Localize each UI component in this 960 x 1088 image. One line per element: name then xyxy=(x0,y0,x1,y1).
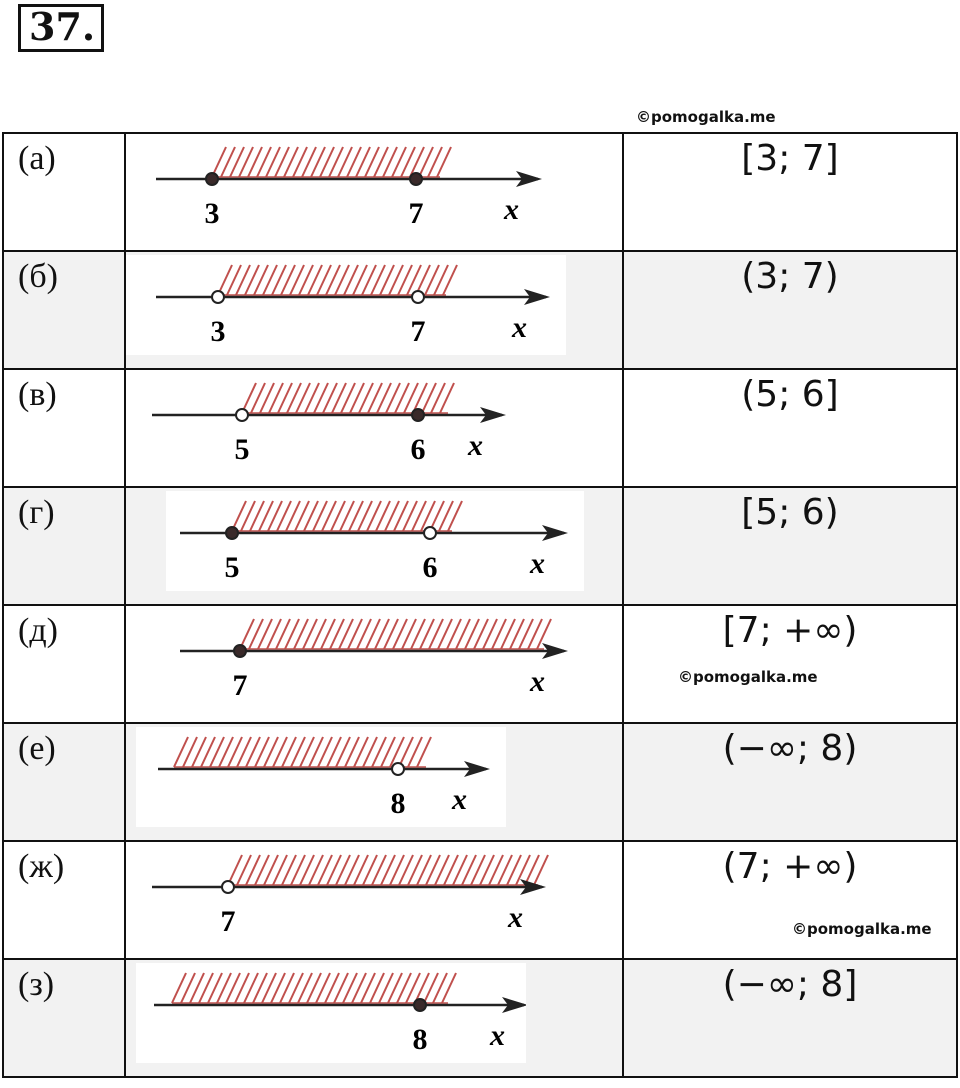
closed-point xyxy=(226,527,238,539)
number-line-cell xyxy=(125,841,623,959)
interval-answer: [3; 7] xyxy=(623,133,957,251)
number-line-cell xyxy=(125,723,623,841)
row-label: (з) xyxy=(3,959,125,1077)
closed-point xyxy=(206,173,218,185)
axis-variable-label: x xyxy=(490,1019,505,1052)
watermark-top: ©pomogalka.me xyxy=(636,108,776,126)
tick-label: 6 xyxy=(422,551,438,584)
number-line-cell xyxy=(125,487,623,605)
interval-answer: (3; 7) xyxy=(623,251,957,369)
open-point xyxy=(236,409,248,421)
axis-variable-label: x xyxy=(504,193,519,226)
answer-row xyxy=(3,841,957,959)
row-label: (в) xyxy=(3,369,125,487)
solution-hatching xyxy=(242,383,454,413)
number-line-diagram xyxy=(136,727,506,827)
closed-point xyxy=(234,645,246,657)
number-line-diagram xyxy=(150,137,554,237)
number-line-svg xyxy=(166,609,584,709)
axis-variable-label: x xyxy=(452,783,467,816)
tick-label: 7 xyxy=(410,315,426,348)
tick-label: 7 xyxy=(220,905,236,938)
answer-row xyxy=(3,959,957,1077)
number-line-svg xyxy=(136,373,522,473)
closed-point xyxy=(410,173,422,185)
watermark-row-zh: ©pomogalka.me xyxy=(792,920,932,938)
row-label: (а) xyxy=(3,133,125,251)
number-line-svg xyxy=(126,255,566,355)
problem-number: 37. xyxy=(18,4,104,52)
number-line-diagram xyxy=(126,845,566,945)
closed-point xyxy=(412,409,424,421)
tick-label: 5 xyxy=(234,433,250,466)
solution-hatching xyxy=(228,855,548,885)
watermark-row-d: ©pomogalka.me xyxy=(678,668,818,686)
interval-answer: (−∞; 8] xyxy=(623,959,957,1077)
tick-label: 6 xyxy=(410,433,426,466)
number-line-cell xyxy=(125,605,623,723)
interval-answer: (5; 6] xyxy=(623,369,957,487)
open-point xyxy=(412,291,424,303)
open-point xyxy=(212,291,224,303)
tick-label: 3 xyxy=(210,315,226,348)
number-line-diagram xyxy=(126,255,566,355)
number-line-diagram xyxy=(166,609,584,709)
answer-row xyxy=(3,605,957,723)
answer-row xyxy=(3,487,957,605)
answer-row xyxy=(3,369,957,487)
interval-answer: [5; 6) xyxy=(623,487,957,605)
row-label: (б) xyxy=(3,251,125,369)
number-line-diagram xyxy=(166,491,584,591)
tick-label: 5 xyxy=(224,551,240,584)
row-label: (ж) xyxy=(3,841,125,959)
interval-answer: [7; +∞) xyxy=(623,605,957,723)
tick-label: 8 xyxy=(412,1023,428,1056)
axis-variable-label: x xyxy=(530,665,545,698)
solution-hatching xyxy=(240,619,551,649)
axis-variable-label: x xyxy=(468,429,483,462)
axis-variable-label: x xyxy=(508,901,523,934)
number-line-diagram xyxy=(136,963,526,1063)
number-line-cell xyxy=(125,133,623,251)
number-line-diagram xyxy=(136,373,522,473)
tick-label: 8 xyxy=(390,787,406,820)
answer-row xyxy=(3,133,957,251)
closed-point xyxy=(414,999,426,1011)
solution-hatching xyxy=(218,265,457,295)
number-line-svg xyxy=(126,845,566,945)
number-line-svg xyxy=(166,491,584,591)
row-label: (г) xyxy=(3,487,125,605)
number-line-svg xyxy=(136,963,526,1063)
number-line-svg xyxy=(136,727,506,827)
axis-variable-label: x xyxy=(530,547,545,580)
solution-hatching xyxy=(174,737,431,767)
interval-answer: (−∞; 8) xyxy=(623,723,957,841)
interval-answer: (7; +∞) xyxy=(623,841,957,959)
tick-label: 7 xyxy=(408,197,424,230)
answer-row xyxy=(3,723,957,841)
open-point xyxy=(392,763,404,775)
solution-hatching xyxy=(172,973,456,1003)
number-line-svg xyxy=(150,137,554,237)
axis-variable-label: x xyxy=(512,311,527,344)
number-line-cell xyxy=(125,369,623,487)
tick-label: 3 xyxy=(204,197,220,230)
number-line-cell xyxy=(125,251,623,369)
open-point xyxy=(222,881,234,893)
answer-row xyxy=(3,251,957,369)
row-label: (е) xyxy=(3,723,125,841)
number-line-cell xyxy=(125,959,623,1077)
answers-table xyxy=(2,132,958,1078)
open-point xyxy=(424,527,436,539)
row-label: (д) xyxy=(3,605,125,723)
tick-label: 7 xyxy=(232,669,248,702)
